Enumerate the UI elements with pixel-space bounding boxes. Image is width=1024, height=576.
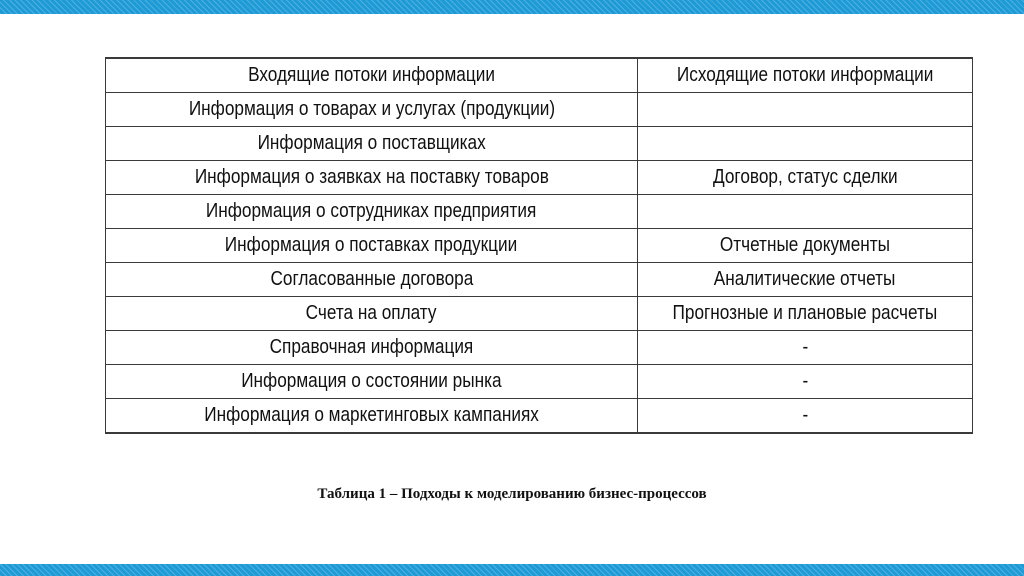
incoming-cell: Информация о поставщиках [106, 127, 638, 161]
table-row [106, 93, 973, 127]
bottom-decorative-band [0, 564, 1024, 576]
table-caption: Таблица 1 – Подходы к моделированию бизнес-процессов [317, 486, 707, 502]
outgoing-cell: Отчетные документы [638, 229, 973, 263]
incoming-cell: Счета на оплату [106, 297, 638, 331]
incoming-cell: Информация о заявках на поставку товаров [106, 161, 638, 195]
table-row [106, 331, 973, 365]
table-row [106, 127, 973, 161]
outgoing-cell: Договор, статус сделки [638, 161, 973, 195]
table-header-row [106, 58, 973, 93]
outgoing-cell: Прогнозные и плановые расчеты [638, 297, 973, 331]
top-decorative-band [0, 0, 1024, 14]
outgoing-cell: - [638, 331, 973, 365]
outgoing-cell [638, 93, 973, 127]
incoming-cell: Информация о маркетинговых кампаниях [106, 399, 638, 434]
header-outgoing-flows: Исходящие потоки информации [638, 58, 973, 93]
outgoing-cell [638, 195, 973, 229]
outgoing-cell: - [638, 365, 973, 399]
incoming-cell: Информация о поставках продукции [106, 229, 638, 263]
information-flows-table-container [105, 57, 972, 434]
outgoing-cell [638, 127, 973, 161]
incoming-cell: Информация о товарах и услугах (продукции) [106, 93, 638, 127]
incoming-cell: Информация о состоянии рынка [106, 365, 638, 399]
header-incoming-flows: Входящие потоки информации [106, 58, 638, 93]
table-row [106, 365, 973, 399]
incoming-cell: Согласованные договора [106, 263, 638, 297]
table-row [106, 399, 973, 434]
outgoing-cell: Аналитические отчеты [638, 263, 973, 297]
incoming-cell: Справочная информация [106, 331, 638, 365]
table-row [106, 263, 973, 297]
table-row [106, 195, 973, 229]
incoming-cell: Информация о сотрудниках предприятия [106, 195, 638, 229]
information-flows-table [105, 57, 973, 434]
table-row [106, 229, 973, 263]
outgoing-cell: - [638, 399, 973, 434]
table-row [106, 161, 973, 195]
table-row [106, 297, 973, 331]
